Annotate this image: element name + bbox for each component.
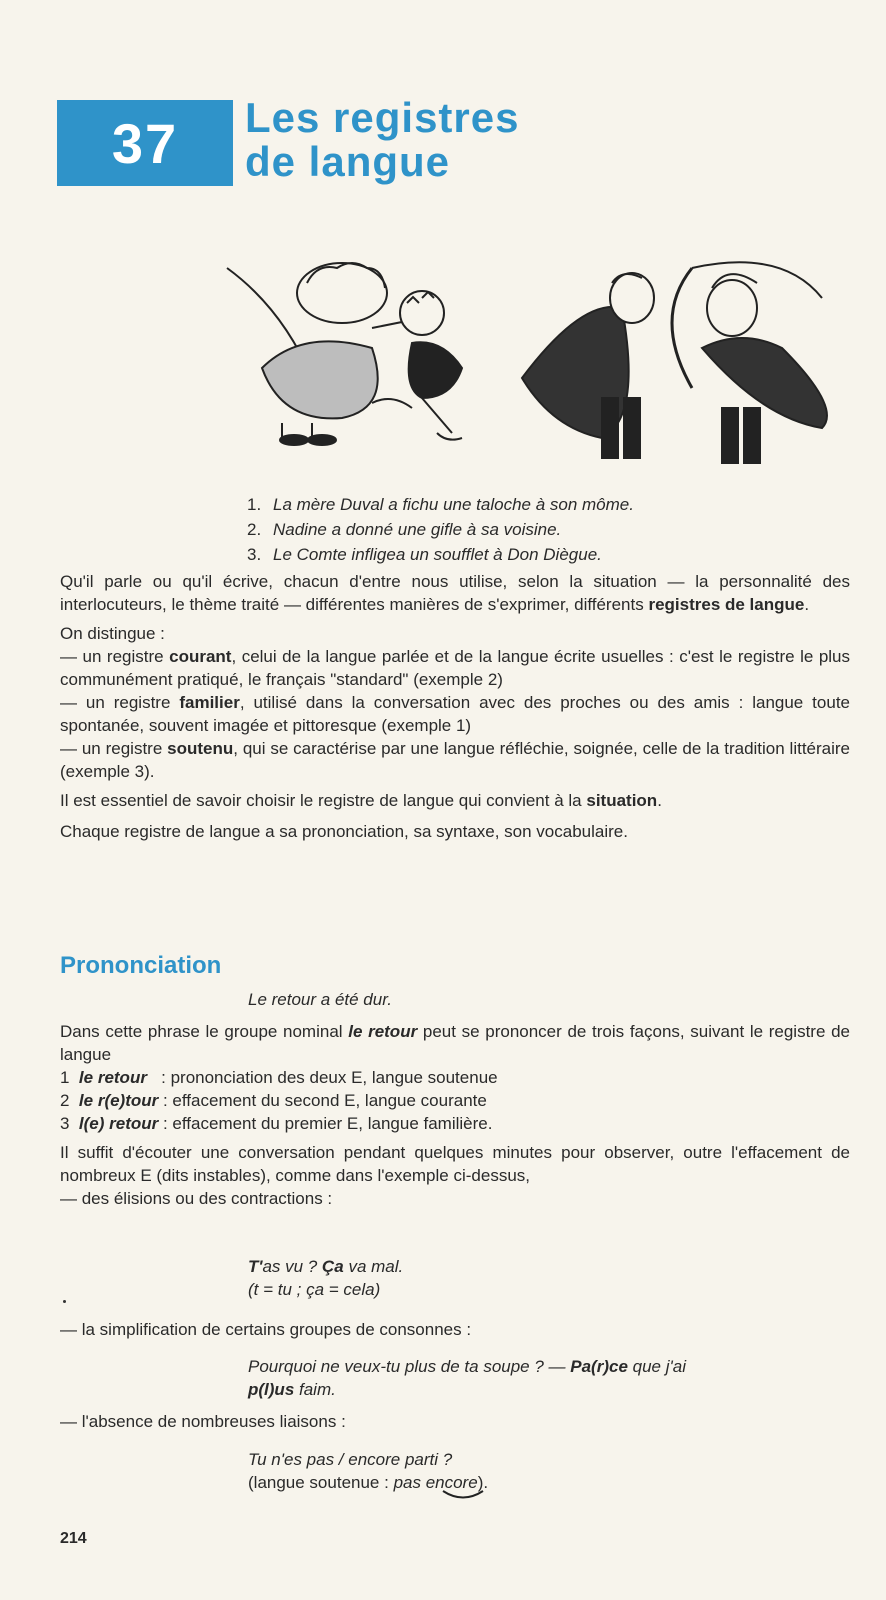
intro-section [60,570,850,843]
pron-item-1: 1 le retour : prononciation des deux E, langue soutenue [60,1068,498,1087]
liaison-line-1: Tu n'es pas / encore parti ? [248,1450,453,1469]
pron-dash-liaisons: — l'absence de nombreuses liaisons : [60,1412,346,1431]
pron-example: Le retour a été dur. [248,990,392,1009]
situation-paragraph: Il est essentiel de savoir choisir le registre de langue qui convient à la situation. [60,791,662,810]
registre-paragraph: Chaque registre de langue a sa prononciation, sa syntaxe, son vocabulaire. [60,822,628,841]
example-2: 2. Nadine a donné une gifle à sa voisine. [247,520,562,539]
pron-observation: Il suffit d'écouter une conversation pendant quelques minutes pour observer, outre l'effacement de nombreux E (dits instables), comme dans l'exemple ci-dessus, [60,1143,850,1185]
pron-section [60,1020,850,1210]
example-sentences [247,492,634,567]
example-3: 3. Le Comte infligea un soufflet à Don Diègue. [247,545,602,564]
register-courant: — un registre courant, celui de la langue parlée et de la langue écrite usuelles : c'est le registre le plus communément pratiqué, le français "standard" (exemple 2) [60,647,851,689]
intro-paragraph: Qu'il parle ou qu'il écrive, chacun d'entre nous utilise, selon la situation — la personnalité des interlocuteurs, le thème traité — différentes manières de s'exprimer, différents registres de langue. [60,572,850,614]
consonant-example: Pourquoi ne veux-tu plus de ta soupe ? — Pa(r)ce que j'ai p(l)us faim. [248,1357,686,1399]
pron-dash-consonnes: — la simplification de certains groupes de consonnes : [60,1320,472,1339]
pron-dash-elisions: — des élisions ou des contractions : [60,1189,333,1208]
example-1: 1. La mère Duval a fichu une taloche à son môme. [247,495,634,514]
register-familier: — un registre familier, utilisé dans la conversation avec des proches ou des amis : langue toute spontanée, souvent imagée et pittoresque (exemple 1) [60,693,850,735]
page-number: 214 [60,1530,87,1547]
liaison-line-2: (langue soutenue : pas encore). [248,1473,489,1492]
pron-item-3: 3 l(e) retour : effacement du premier E, langue familière. [60,1114,493,1133]
section-heading-prononciation: Prononciation [60,952,222,979]
scene-duel [522,262,827,463]
elision-line-2: (t = tu ; ça = cela) [248,1280,381,1299]
register-soutenu: — un registre soutenu, qui se caractérise par une langue réfléchie, soignée, celle de la tradition littéraire (exemple 3). [60,739,851,781]
chapter-title [245,96,519,184]
chapter-number: 37 [57,100,233,186]
title-line-1: Les registres [245,94,520,141]
elision-line-1: T'as vu ? Ça va mal. [248,1257,404,1276]
liaison-arc-icon [438,1488,488,1502]
title-line-2: de langue [245,138,451,185]
pron-description: Dans cette phrase le groupe nominal le retour peut se prononcer de trois façons, suivant le registre de langue [60,1022,850,1064]
stray-dot [63,1300,66,1303]
elision-example [248,1255,403,1301]
scene-mother-slap [227,263,462,445]
illustration [222,258,858,478]
distingue: On distingue : [60,624,165,643]
pron-item-2: 2 le r(e)tour : effacement du second E, langue courante [60,1091,487,1110]
